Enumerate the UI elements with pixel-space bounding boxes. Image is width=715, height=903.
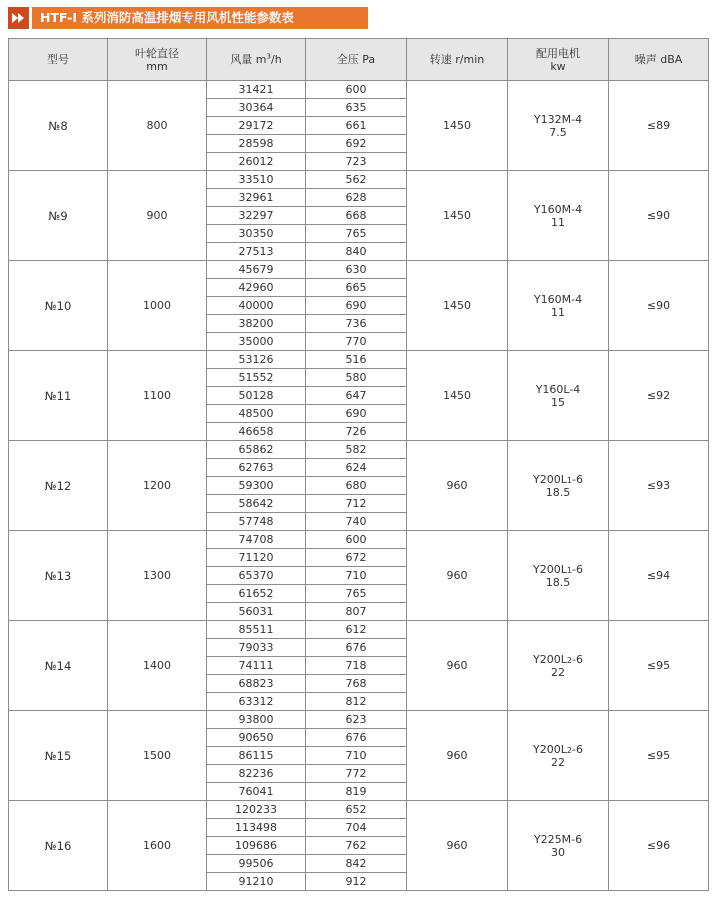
header-motor <box>508 39 609 81</box>
diameter-cell: 900 <box>108 171 207 261</box>
air-volume-cell: 59300 <box>207 477 306 495</box>
pressure-cell: 600 <box>306 531 407 549</box>
speed-cell: 960 <box>407 531 508 621</box>
pressure-cell: 580 <box>306 369 407 387</box>
pressure-cell: 840 <box>306 243 407 261</box>
motor-model-suffix: -6 <box>571 562 583 576</box>
air-volume-cell: 42960 <box>207 279 306 297</box>
motor-cell <box>508 261 609 351</box>
motor-model-base: Y160M-4 <box>533 202 583 216</box>
motor-cell <box>508 621 609 711</box>
motor-cell <box>508 351 609 441</box>
air-volume-cell: 53126 <box>207 351 306 369</box>
header-air-volume <box>207 39 306 81</box>
air-volume-cell: 40000 <box>207 297 306 315</box>
pressure-cell: 772 <box>306 765 407 783</box>
table-row <box>9 711 709 729</box>
pressure-cell: 718 <box>306 657 407 675</box>
motor-model-base: Y200L <box>533 742 567 756</box>
pressure-cell: 676 <box>306 639 407 657</box>
speed-cell: 960 <box>407 441 508 531</box>
air-volume-cell: 32961 <box>207 189 306 207</box>
motor-cell <box>508 711 609 801</box>
pressure-cell: 710 <box>306 747 407 765</box>
motor-model <box>534 293 582 306</box>
diameter-cell: 1300 <box>108 531 207 621</box>
table-row <box>9 531 709 549</box>
pressure-cell: 736 <box>306 315 407 333</box>
noise-cell: ≤89 <box>609 81 709 171</box>
motor-power: 7.5 <box>549 125 567 139</box>
air-volume-cell: 120233 <box>207 801 306 819</box>
table-row <box>9 801 709 819</box>
title-bar <box>8 7 368 29</box>
pressure-cell: 807 <box>306 603 407 621</box>
pressure-cell: 740 <box>306 513 407 531</box>
air-volume-cell: 38200 <box>207 315 306 333</box>
table-row <box>9 261 709 279</box>
motor-model-suffix: -6 <box>571 472 583 486</box>
model-cell: №9 <box>9 171 108 261</box>
diameter-cell: 1100 <box>108 351 207 441</box>
speed-cell: 960 <box>407 621 508 711</box>
speed-cell: 1450 <box>407 81 508 171</box>
table-row <box>9 81 709 99</box>
pressure-cell: 912 <box>306 873 407 891</box>
air-volume-cell: 48500 <box>207 405 306 423</box>
air-volume-cell: 85511 <box>207 621 306 639</box>
pressure-cell: 600 <box>306 81 407 99</box>
motor-model <box>533 743 583 756</box>
air-volume-cell: 91210 <box>207 873 306 891</box>
air-volume-cell: 99506 <box>207 855 306 873</box>
air-volume-cell: 86115 <box>207 747 306 765</box>
header-row <box>9 39 709 81</box>
air-volume-cell: 93800 <box>207 711 306 729</box>
pressure-cell: 635 <box>306 99 407 117</box>
pressure-cell: 628 <box>306 189 407 207</box>
motor-model-base: Y200L <box>533 562 567 576</box>
noise-cell: ≤90 <box>609 171 709 261</box>
motor-cell <box>508 171 609 261</box>
air-volume-cell: 62763 <box>207 459 306 477</box>
diameter-cell: 800 <box>108 81 207 171</box>
table-body <box>9 81 709 891</box>
pressure-cell: 812 <box>306 693 407 711</box>
pressure-cell: 762 <box>306 837 407 855</box>
air-volume-cell: 56031 <box>207 603 306 621</box>
diameter-cell: 1000 <box>108 261 207 351</box>
motor-model-sub: 1 <box>566 475 572 485</box>
air-volume-cell: 50128 <box>207 387 306 405</box>
pressure-cell: 562 <box>306 171 407 189</box>
air-volume-cell: 27513 <box>207 243 306 261</box>
table-row <box>9 351 709 369</box>
motor-power: 11 <box>551 215 565 229</box>
pressure-cell: 770 <box>306 333 407 351</box>
motor-model <box>534 203 582 216</box>
noise-cell: ≤93 <box>609 441 709 531</box>
pressure-cell: 768 <box>306 675 407 693</box>
model-cell: №12 <box>9 441 108 531</box>
pressure-cell: 765 <box>306 225 407 243</box>
air-volume-cell: 46658 <box>207 423 306 441</box>
pressure-cell: 692 <box>306 135 407 153</box>
air-volume-cell: 74111 <box>207 657 306 675</box>
air-volume-cell: 57748 <box>207 513 306 531</box>
motor-model-base: Y160M-4 <box>533 292 583 306</box>
pressure-cell: 612 <box>306 621 407 639</box>
air-volume-cell: 76041 <box>207 783 306 801</box>
motor-model-sub: 2 <box>566 745 572 755</box>
motor-model-base: Y160L-4 <box>535 382 581 396</box>
motor-power: 18.5 <box>545 575 571 589</box>
pressure-cell: 710 <box>306 567 407 585</box>
model-cell: №15 <box>9 711 108 801</box>
table-row <box>9 171 709 189</box>
model-cell: №13 <box>9 531 108 621</box>
pressure-cell: 623 <box>306 711 407 729</box>
motor-model-sub: 2 <box>566 655 572 665</box>
pressure-cell: 630 <box>306 261 407 279</box>
motor-model <box>533 653 583 666</box>
motor-power: 18.5 <box>545 485 571 499</box>
header-impeller-diameter <box>108 39 207 81</box>
motor-cell <box>508 81 609 171</box>
air-volume-cell: 65862 <box>207 441 306 459</box>
motor-power: 11 <box>551 305 565 319</box>
pressure-cell: 704 <box>306 819 407 837</box>
speed-cell: 1450 <box>407 261 508 351</box>
noise-cell: ≤95 <box>609 621 709 711</box>
pressure-cell: 842 <box>306 855 407 873</box>
air-volume-cell: 63312 <box>207 693 306 711</box>
pressure-cell: 680 <box>306 477 407 495</box>
model-cell: №14 <box>9 621 108 711</box>
header-volume-sup: 3 <box>266 52 271 61</box>
model-cell: №10 <box>9 261 108 351</box>
pressure-cell: 712 <box>306 495 407 513</box>
motor-model-base: Y132M-4 <box>533 112 583 126</box>
air-volume-cell: 33510 <box>207 171 306 189</box>
air-volume-cell: 30350 <box>207 225 306 243</box>
air-volume-cell: 61652 <box>207 585 306 603</box>
motor-power: 22 <box>551 755 565 769</box>
motor-model-base: Y200L <box>533 472 567 486</box>
motor-model-base: Y200L <box>533 652 567 666</box>
motor-model-suffix: -6 <box>571 742 583 756</box>
motor-model <box>536 383 581 396</box>
air-volume-cell: 28598 <box>207 135 306 153</box>
pressure-cell: 624 <box>306 459 407 477</box>
air-volume-cell: 68823 <box>207 675 306 693</box>
pressure-cell: 516 <box>306 351 407 369</box>
motor-power: 15 <box>551 395 565 409</box>
motor-model-sub: 1 <box>566 565 572 575</box>
motor-cell <box>508 801 609 891</box>
fast-forward-icon <box>8 7 29 29</box>
motor-model <box>534 833 582 846</box>
pressure-cell: 652 <box>306 801 407 819</box>
noise-cell: ≤95 <box>609 711 709 801</box>
header-model: 型号 <box>9 39 108 81</box>
fan-parameter-table <box>8 38 709 891</box>
noise-cell: ≤94 <box>609 531 709 621</box>
air-volume-cell: 29172 <box>207 117 306 135</box>
pressure-cell: 690 <box>306 405 407 423</box>
motor-model-base: Y225M-6 <box>533 832 583 846</box>
speed-cell: 960 <box>407 801 508 891</box>
pressure-cell: 690 <box>306 297 407 315</box>
page-title: HTF-I 系列消防高温排烟专用风机性能参数表 <box>32 7 368 29</box>
air-volume-cell: 71120 <box>207 549 306 567</box>
air-volume-cell: 82236 <box>207 765 306 783</box>
header-volume-label: 风量 m <box>230 53 267 66</box>
air-volume-cell: 109686 <box>207 837 306 855</box>
air-volume-cell: 30364 <box>207 99 306 117</box>
air-volume-cell: 74708 <box>207 531 306 549</box>
motor-power: 30 <box>551 845 565 859</box>
air-volume-cell: 90650 <box>207 729 306 747</box>
air-volume-cell: 35000 <box>207 333 306 351</box>
speed-cell: 1450 <box>407 171 508 261</box>
air-volume-cell: 51552 <box>207 369 306 387</box>
motor-cell <box>508 441 609 531</box>
noise-cell: ≤96 <box>609 801 709 891</box>
air-volume-cell: 79033 <box>207 639 306 657</box>
diameter-cell: 1400 <box>108 621 207 711</box>
header-impeller-label: 叶轮直径 <box>135 46 179 60</box>
pressure-cell: 672 <box>306 549 407 567</box>
motor-model <box>533 563 583 576</box>
motor-cell <box>508 531 609 621</box>
header-motor-label: 配用电机 <box>536 46 580 60</box>
pressure-cell: 676 <box>306 729 407 747</box>
header-motor-unit: kw <box>550 59 566 73</box>
pressure-cell: 668 <box>306 207 407 225</box>
air-volume-cell: 65370 <box>207 567 306 585</box>
pressure-cell: 765 <box>306 585 407 603</box>
speed-cell: 960 <box>407 711 508 801</box>
model-cell: №11 <box>9 351 108 441</box>
air-volume-cell: 32297 <box>207 207 306 225</box>
air-volume-cell: 113498 <box>207 819 306 837</box>
motor-power: 22 <box>551 665 565 679</box>
diameter-cell: 1200 <box>108 441 207 531</box>
motor-model <box>534 113 582 126</box>
model-cell: №8 <box>9 81 108 171</box>
table-row <box>9 441 709 459</box>
pressure-cell: 665 <box>306 279 407 297</box>
pressure-cell: 726 <box>306 423 407 441</box>
table-row <box>9 621 709 639</box>
pressure-cell: 819 <box>306 783 407 801</box>
header-speed: 转速 r/min <box>407 39 508 81</box>
motor-model <box>533 473 583 486</box>
motor-model-suffix: -6 <box>571 652 583 666</box>
header-noise: 噪声 dBA <box>609 39 709 81</box>
pressure-cell: 723 <box>306 153 407 171</box>
header-volume-tail: /h <box>271 53 282 66</box>
air-volume-cell: 58642 <box>207 495 306 513</box>
noise-cell: ≤90 <box>609 261 709 351</box>
speed-cell: 1450 <box>407 351 508 441</box>
header-impeller-unit: mm <box>146 59 168 73</box>
model-cell: №16 <box>9 801 108 891</box>
diameter-cell: 1500 <box>108 711 207 801</box>
pressure-cell: 647 <box>306 387 407 405</box>
air-volume-cell: 26012 <box>207 153 306 171</box>
air-volume-cell: 45679 <box>207 261 306 279</box>
pressure-cell: 661 <box>306 117 407 135</box>
air-volume-cell: 31421 <box>207 81 306 99</box>
diameter-cell: 1600 <box>108 801 207 891</box>
noise-cell: ≤92 <box>609 351 709 441</box>
pressure-cell: 582 <box>306 441 407 459</box>
header-total-pressure: 全压 Pa <box>306 39 407 81</box>
